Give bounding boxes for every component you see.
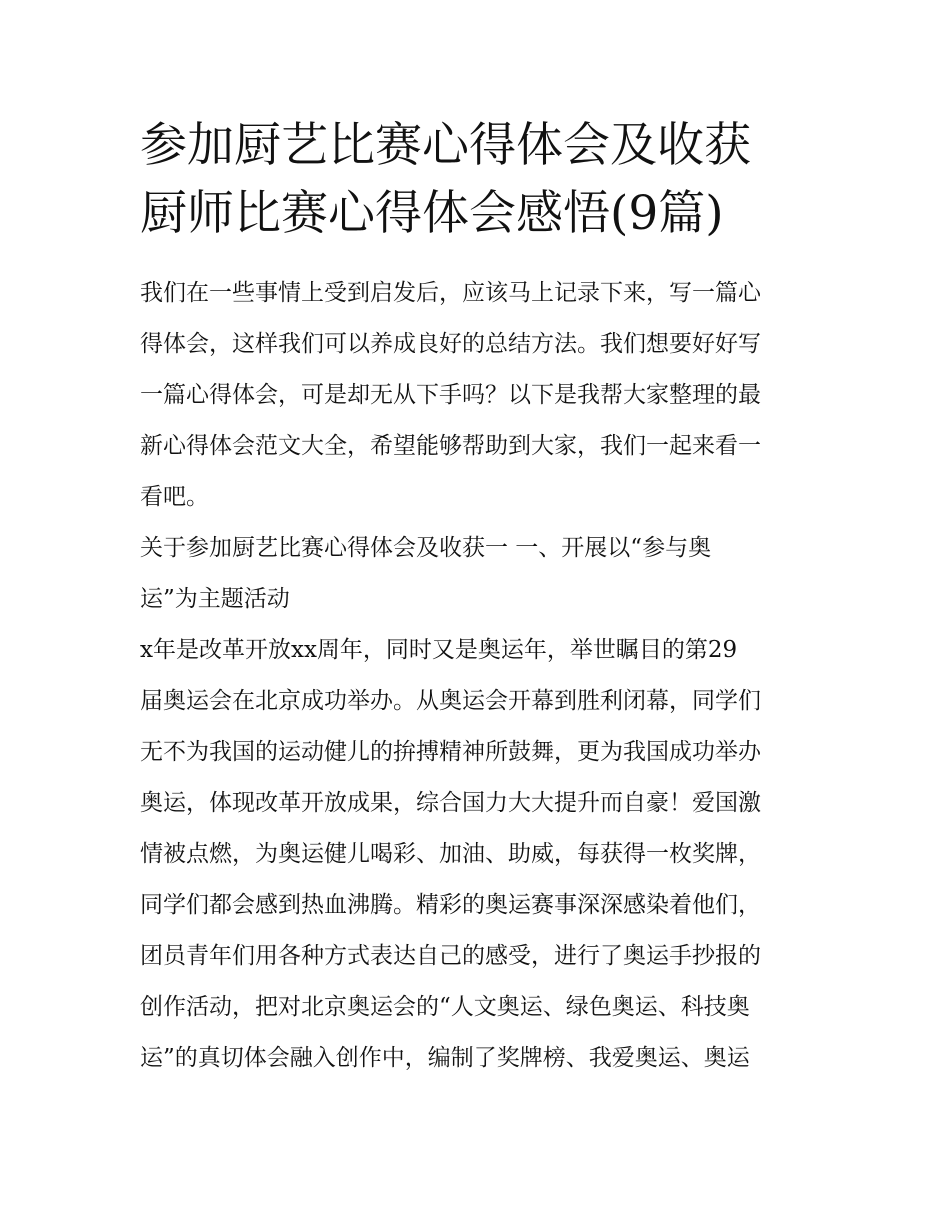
document-body bbox=[140, 112, 812, 1084]
section-heading-paragraph: 关于参加厨艺比赛心得体会及收获一 一、开展以“参与奥 运”为主题活动 bbox=[140, 535, 712, 612]
document-title: 参加厨艺比赛心得体会及收获 厨师比赛心得体会感悟(9篇) bbox=[140, 118, 751, 241]
body-paragraph: x年是改革开放xx周年，同时又是奥运年，举世瞩目的第29 届奥运会在北京成功举办。从奥运会开幕到胜利闭幕，同学们 无不为我国的运动健儿的拚搏精神所鼓舞，更为我国成功举办 奥运，体现改革开放成果，综合国力大大提升而自豪！爱国激 情被点燃，为奥运健儿喝彩、加油、助威，每获得一枚奖牌， 同学们都会感到热血沸腾。精彩的奥运赛事深深感染着他们， 团员青年们用各种方式表达自己的感受，进行了奥运手抄报的 创作活动，把对北京奥运会的“人文奥运、绿色奥运、科技奥 运”的真切体会融入创作中，编制了奖牌榜、我爱奥运、奥运 bbox=[140, 637, 761, 1071]
intro-paragraph: 我们在一些事情上受到启发后，应该马上记录下来，写一篇心 得体会，这样我们可以养成良好的总结方法。我们想要好好写 一篇心得体会，可是却无从下手吗？以下是我帮大家整理的最 新心得体会范文大全，希望能够帮助到大家，我们一起来看一 看吧。 bbox=[140, 280, 761, 510]
